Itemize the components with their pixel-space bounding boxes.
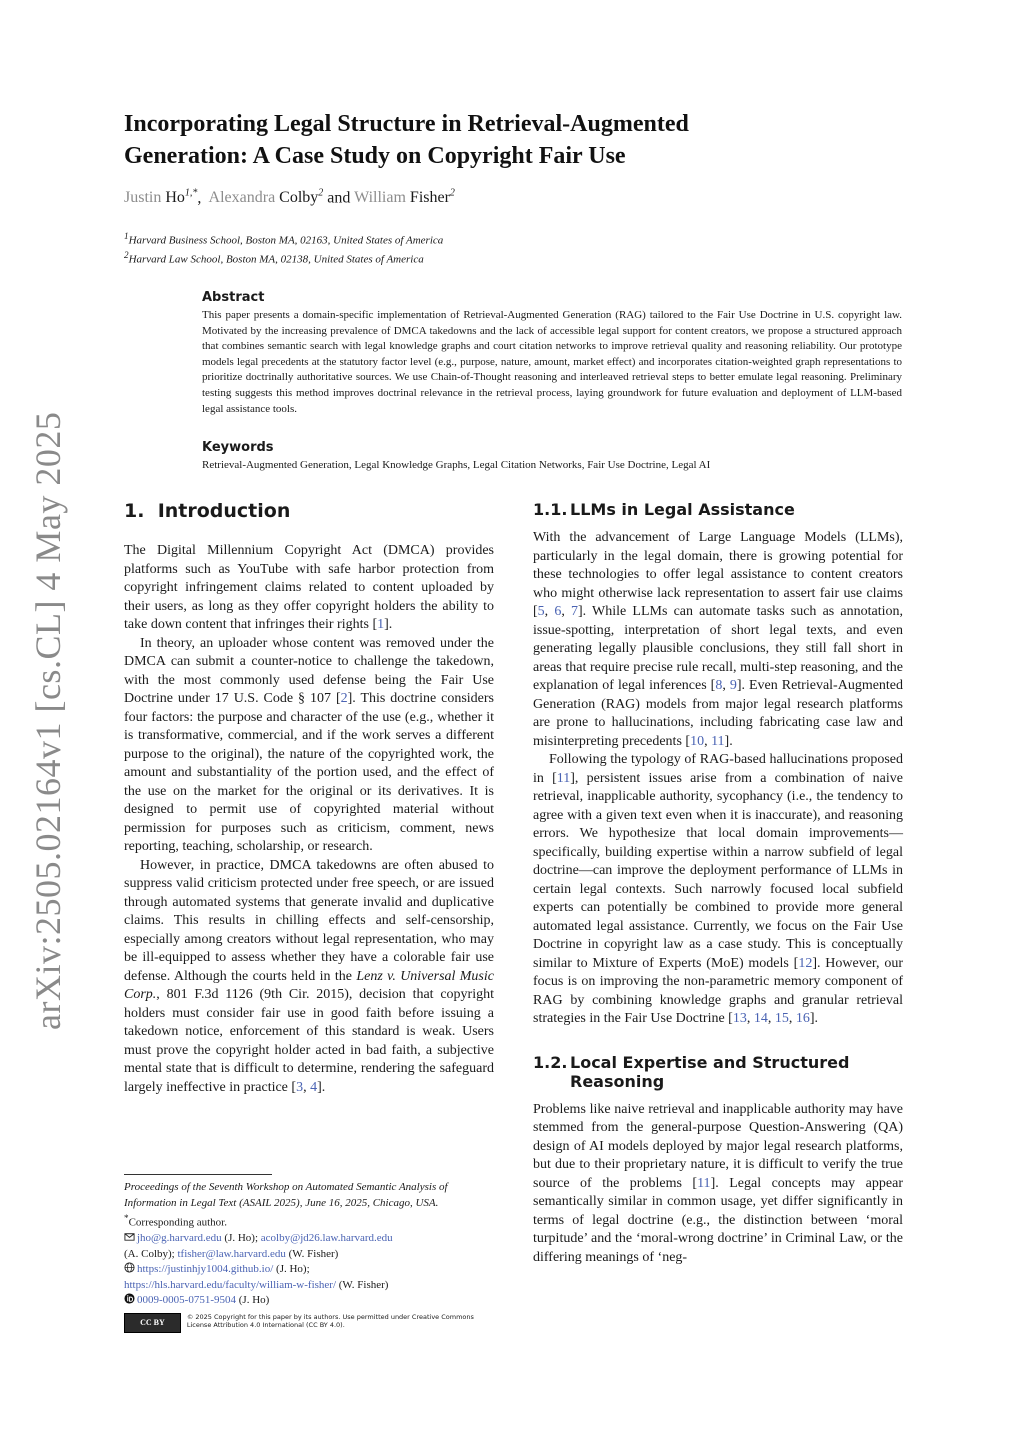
envelope-icon bbox=[124, 1231, 135, 1242]
cc-by-badge: CC BY bbox=[124, 1313, 181, 1333]
citation[interactable]: 10 bbox=[690, 733, 705, 749]
title-line-2: Generation: A Case Study on Copyright Fair Use bbox=[124, 143, 626, 169]
citation[interactable]: 9 bbox=[729, 678, 737, 693]
keywords-text: Retrieval-Augmented Generation, Legal Knowledge Graphs, Legal Citation Networks, Fair Use Doctrine, Legal AI bbox=[202, 459, 711, 471]
local-expertise-paragraph-1: Problems like naive retrieval and inapplicable authority may have stemmed from the general-purpose Question-Answering (QA) design of AI models deployed by major legal research platforms, but due to their proprietary nature, it is difficult to verify the true source of the problems [11]. Legal concepts may appear semantically similar in common usage, yet differ significantly in terms of legal doctrine (e.g., the distinction between ‘moral turpitude’ and the ‘moral-wrong doctrine’ in Criminal Law, or the differing meanings of ‘neg- bbox=[533, 1101, 903, 1265]
author-1: Justin $Ho^{1,*}$ bbox=[124, 188, 198, 207]
proceedings-note: Proceedings of the Seventh Workshop on Automated Semantic Analysis of Information in Legal Text (ASAIL 2025), June 16, 2025, Chicago, USA. bbox=[124, 1181, 448, 1209]
email-link-colby[interactable]: acolby@jd26.law.harvard.edu bbox=[260, 1232, 393, 1245]
intro-paragraph-1: The Digital Millennium Copyright Act (DMCA) provides platforms such as YouTube with safe harbor protection from copyright infringement claims related to content uploaded by their users, as long as they offer copyright holders the ability to take down content that infringes their rights [1]. bbox=[124, 543, 494, 632]
affiliation-1: $^1$Harvard Business School, Boston MA, 02163, United States of America bbox=[124, 231, 444, 247]
license-row bbox=[124, 1313, 500, 1333]
orcid-link[interactable]: 0009-0005-0751-9504 bbox=[137, 1294, 236, 1307]
abstract-block bbox=[202, 290, 902, 417]
case-name: Lenz v. Universal Music Corp. bbox=[124, 968, 494, 1002]
url-line-2: https://hls.harvard.edu/faculty/william-w-fisher/ (W. Fisher) bbox=[124, 1278, 389, 1291]
citation[interactable]: 13 bbox=[732, 1011, 747, 1026]
llm-paragraph-2: Following the typology of RAG-based hallucinations proposed in [11], persistent issues arise from a combination of naive retrieval, inapplicable authority, sycophancy (i.e., the tendency to agree with a given text even when it is inaccurate), and reasoning errors. We hypothesize that local domain improvements—specifically, building expertise within a narrow subfield of legal doctrine—can improve the deployment performance of LLMs in certain legal contexts. Such narrowly focused local subfield experts can potentially be combined to provide more general automated legal assistance. Currently, we focus on the Fair Use Doctrine in copyright law as a case study. This is conceptually similar to Mixture of Experts (MoE) models [12]. However, our focus is on improving the non-parametric memory component of RAG by combining knowledge graphs and granular retrieval strategies in the Fair Use Doctrine [13, 14, 15, 16]. bbox=[533, 752, 903, 1026]
orcid-icon bbox=[124, 1293, 135, 1304]
license-text: © 2025 Copyright for this paper by its authors. Use permitted under Creative Commons License Attribution 4.0 International (CC BY 4.0). bbox=[186, 1312, 474, 1330]
right-column bbox=[533, 500, 903, 1267]
corresponding-note: *Corresponding author. bbox=[124, 1213, 227, 1229]
citation[interactable]: 8 bbox=[715, 678, 723, 693]
title-line-1: Incorporating Legal Structure in Retrieval-Augmented bbox=[124, 111, 689, 137]
citation[interactable]: 3 bbox=[296, 1079, 304, 1095]
keywords-block bbox=[202, 440, 902, 474]
citation[interactable]: 2 bbox=[340, 691, 348, 706]
author-conjunction: and bbox=[327, 189, 351, 207]
affiliation-2: $^2$Harvard Law School, Boston MA, 02138, United States of America bbox=[124, 250, 424, 266]
citation[interactable]: 14 bbox=[753, 1011, 768, 1026]
abstract-heading: Abstract bbox=[202, 290, 265, 305]
section-heading-introduction: 1. Introduction bbox=[124, 500, 291, 522]
left-column bbox=[124, 500, 494, 1097]
citation[interactable]: 4 bbox=[310, 1079, 318, 1095]
citation[interactable]: 12 bbox=[798, 955, 813, 971]
citation[interactable]: 1 bbox=[377, 617, 385, 632]
citation[interactable]: 6 bbox=[554, 604, 562, 619]
author-2: Alexandra Colby$^2$ bbox=[208, 188, 324, 207]
abstract-text: This paper presents a domain-specific implementation of Retrieval-Augmented Generation (RAG) tailored to the Fair Use Doctrine in U.S. copyright law. Motivated by the increasing prevalence of DMCA takedowns and the lack of accessible legal support for content creators, we propose a structured approach that combines semantic search with legal knowledge graphs and court citation networks to improve retrieval quality and reasoning reliability. Our prototype models legal precedents at the statutory factor level (e.g., purpose, nature, amount, market effect) and incorporates citation-weighted graph representations to prioritize doctrinally authoritative sources. We use Chain-of-Thought reasoning and interleaved retrieval steps to better emulate legal reasoning. Preliminary testing suggests this method improves doctrinal relevance in the retrieval process, laying groundwork for future evaluation and deployment of LLM-based legal assistance tools. bbox=[202, 309, 902, 415]
email-line-2: (A. Colby); tfisher@law.harvard.edu (W. Fisher) bbox=[124, 1247, 339, 1260]
citation[interactable]: 16 bbox=[795, 1011, 810, 1026]
section-heading-llms: 1.1. LLMs in Legal Assistance bbox=[533, 500, 795, 519]
citation[interactable]: 7 bbox=[570, 604, 578, 619]
globe-icon bbox=[124, 1262, 135, 1273]
email-link-ho[interactable]: jho@g.harvard.edu bbox=[137, 1232, 222, 1245]
citation[interactable]: 15 bbox=[774, 1011, 789, 1026]
footnote-rule bbox=[124, 1174, 272, 1175]
homepage-link-fisher[interactable]: https://hls.harvard.edu/faculty/william-w-fisher/ bbox=[124, 1278, 337, 1291]
paper-title bbox=[124, 108, 884, 172]
intro-paragraph-2: In theory, an uploader whose content was removed under the DMCA can submit a counter-notice to challenge the takedown, with the most commonly used defense being the Fair Use Doctrine under 17 U.S. Code § 107 [2]. This doctrine considers four factors: the purpose and character of the use (e.g., whether it is transformative, commercial, and if the work serves a different purpose to the original), the nature of the copyrighted work, the amount and substantiality of the portion used, and the effect of the use on the market for the original or its derivatives. It is designed to permit use of copyrighted material without permission for purposes such as criticism, comment, news reporting, teaching, scholarship, or research. bbox=[124, 635, 494, 854]
intro-paragraph-3: However, in practice, DMCA takedowns are often abused to suppress valid criticism protected under free speech, or are issued through automated systems that generate invalid and duplicative claims. This results in chilling effects and self-censorship, especially among creators without legal representation, who may be ill-equipped to assess whether they have a colorable fair use defense. Although the courts held in the Lenz v. Universal Music Corp., 801 F.3d 1126 (9th Cir. 2015), decision that copyright holders must consider fair use in good faith before issuing a takedown notice, enforcement of this standard is weak. Users must prove the copyright holder acted in bad faith, a subjective mental state that is difficult to determine, rendering the safeguard largely ineffective in practice [3, 4]. bbox=[124, 857, 494, 1095]
citation[interactable]: 11 bbox=[711, 733, 725, 749]
url-line: https://justinhjy1004.github.io/ (J. Ho); bbox=[124, 1262, 500, 1278]
footnotes bbox=[124, 1174, 500, 1333]
email-link-fisher[interactable]: tfisher@law.harvard.edu bbox=[177, 1247, 286, 1260]
orcid-line: 0009-0005-0751-9504 (J. Ho) bbox=[124, 1293, 500, 1309]
homepage-link-ho[interactable]: https://justinhjy1004.github.io/ bbox=[137, 1263, 274, 1276]
author-3: William Fisher$^2$ bbox=[354, 188, 455, 207]
author-list: Justin $Ho^{1,*}$, Alexandra Colby$^2$ and William Fisher$^2$ bbox=[124, 188, 455, 207]
arxiv-stamp: arXiv:2505.02164v1 [cs.CL] 4 May 2025 bbox=[28, 411, 68, 1030]
email-line: jho@g.harvard.edu (J. Ho); acolby@jd26.law.harvard.edu bbox=[124, 1231, 500, 1247]
citation[interactable]: 5 bbox=[537, 604, 545, 619]
section-heading-local-expertise: 1.2. Local Expertise and Structured Reasoning bbox=[533, 1052, 850, 1091]
keywords-heading: Keywords bbox=[202, 440, 274, 455]
llm-paragraph-1: With the advancement of Large Language Models (LLMs), particularly in the legal domain, there is growing potential for these technologies to offer legal assistance to content creators who might otherwise lack representation to assert fair use claims [5, 6, 7]. While LLMs can automate tasks such as annotation, issue-spotting, interpretation of short legal texts, and even generating legally plausible conclusions, they still fall short in areas that require precise rule recall, multi-step reasoning, and the explanation of legal inferences [8, 9]. Even Retrieval-Augmented Generation (RAG) models from major legal research platforms are prone to hallucinations, including fabricating case law and misinterpreting precedents [10, 11]. bbox=[533, 530, 904, 749]
citation[interactable]: 11 bbox=[556, 770, 571, 786]
citation[interactable]: 11 bbox=[697, 1175, 711, 1191]
